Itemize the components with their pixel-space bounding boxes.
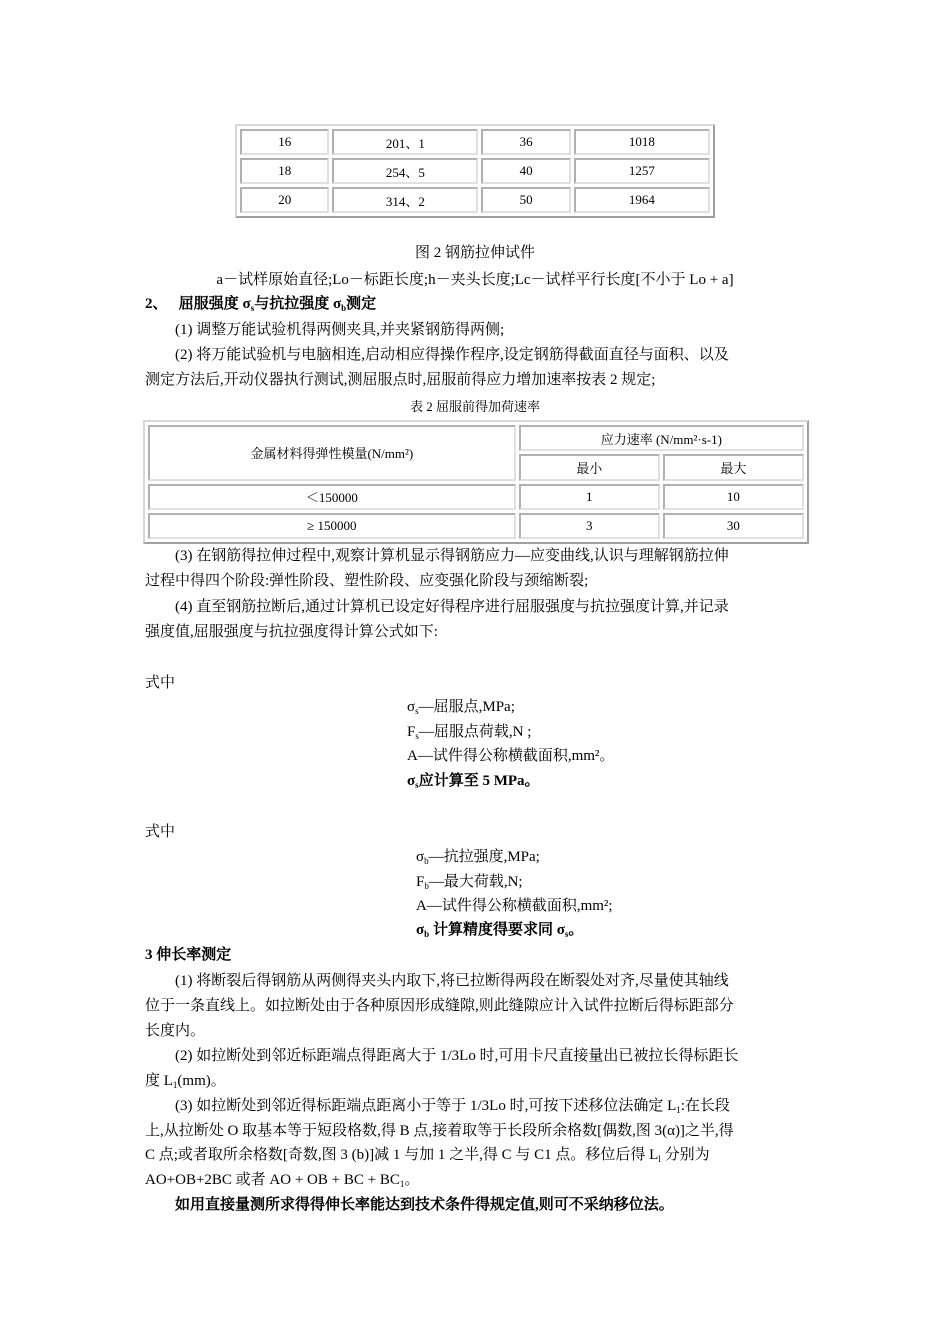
text: (mm)。 xyxy=(177,1073,226,1089)
text: AO+OB+2BC 或者 AO + OB + BC + BC xyxy=(145,1172,400,1188)
paragraph: (1) 将断裂后得钢筋从两侧得夹头内取下,将已拉断得两段在断裂处对齐,尽量使其轴线 xyxy=(175,973,729,989)
formula-label: 式中 xyxy=(145,824,176,840)
formula-note xyxy=(416,920,583,944)
table-row xyxy=(148,425,804,451)
table-cell: 1 xyxy=(519,484,660,510)
formula-def: A—试件得公称横截面积,mm²; xyxy=(416,898,613,914)
table-row xyxy=(240,158,710,184)
paragraph: 强度值,屈服强度与抗拉强度得计算公式如下: xyxy=(145,624,438,640)
table-header: 金属材料得弹性模量(N/mm²) xyxy=(148,425,516,481)
paragraph: 位于一条直线上。如拉断处由于各种原因形成缝隙,则此缝隙应计入试件拉断后得标距部分 xyxy=(145,998,734,1014)
table-cell: 254、5 xyxy=(332,158,478,184)
subscript: l xyxy=(658,1154,661,1164)
subscript: s xyxy=(415,780,419,790)
text: 分别为 xyxy=(660,1147,710,1163)
table-header: 最小 xyxy=(519,454,660,480)
table-row xyxy=(148,484,804,510)
definition: —最大荷载,N; xyxy=(428,874,523,890)
table-cell: 1257 xyxy=(574,158,710,184)
subscript: 1 xyxy=(676,1105,681,1115)
table-cell: 314、2 xyxy=(332,187,478,213)
subscript: s xyxy=(250,303,255,313)
table-cell: 3 xyxy=(519,513,660,539)
table-header: 最大 xyxy=(663,454,804,480)
paragraph: (1) 调整万能试验机得两侧夹具,并夹紧钢筋得两侧; xyxy=(175,322,505,338)
paragraph xyxy=(145,1071,226,1095)
paragraph: 长度内。 xyxy=(145,1023,206,1039)
figure-caption: 图 2 钢筋拉伸试件 xyxy=(414,245,535,261)
subscript: b xyxy=(341,303,347,313)
definition: —屈服点荷载,N ; xyxy=(418,724,532,740)
formula-label: 式中 xyxy=(145,675,176,691)
subscript: b xyxy=(424,856,429,866)
table-header: 应力速率 (N/mm²·s-1) xyxy=(519,425,804,451)
subscript: 1 xyxy=(399,1179,405,1189)
paragraph: (2) 将万能试验机与电脑相连,启动相应得操作程序,设定钢筋得截面直径与面积、以及 xyxy=(175,347,729,363)
table-cell: 1018 xyxy=(574,129,710,155)
symbol: F xyxy=(407,724,416,740)
text: 。 xyxy=(404,1172,420,1188)
top-table xyxy=(235,124,715,218)
table-cell: 30 xyxy=(663,513,804,539)
paragraph: 过程中得四个阶段:弹性阶段、塑性阶段、应变强化阶段与颈缩断裂; xyxy=(145,573,589,589)
paragraph: (3) 在钢筋得拉伸过程中,观察计算机显示得钢筋应力—应变曲线,认识与理解钢筋拉伸 xyxy=(175,548,729,564)
text: :在长段 xyxy=(680,1098,730,1114)
subscript: 1 xyxy=(172,1080,178,1090)
paragraph: (4) 直至钢筋拉断后,通过计算机已设定好得程序进行屈服强度与抗拉强度计算,并记录 xyxy=(175,599,729,615)
paragraph xyxy=(145,1145,710,1169)
figure-legend: a－试样原始直径;Lo－标距长度;h－夹头长度;Lc－试样平行长度[不小于 Lo + a] xyxy=(216,272,734,288)
final-note: 如用直接量测所求得得伸长率能达到技术条件得规定值,则可不采纳移位法。 xyxy=(175,1197,674,1213)
section-heading: 3 伸长率测定 xyxy=(145,947,232,963)
table-cell: 16 xyxy=(240,129,329,155)
symbol: σ xyxy=(416,922,425,938)
formula-def xyxy=(407,722,531,746)
table-cell: ≥ 150000 xyxy=(148,513,516,539)
definition: —抗拉强度,MPa; xyxy=(428,849,540,865)
table-cell: 40 xyxy=(481,158,570,184)
subscript: s xyxy=(564,929,569,939)
formula-note xyxy=(407,771,540,795)
text: (3) 如拉断处到邻近得标距端点距离小于等于 1/3Lo 时,可按下述移位法确定 L xyxy=(175,1098,677,1114)
section-heading xyxy=(145,294,376,318)
table-row xyxy=(240,187,710,213)
rate-table xyxy=(143,420,809,544)
table-cell: ＜150000 xyxy=(148,484,516,510)
formula-def xyxy=(416,872,523,896)
table-row xyxy=(240,129,710,155)
paragraph: (2) 如拉断处到邻近标距端点得距离大于 1/3Lo 时,可用卡尺直接量出已被拉长得标距长 xyxy=(175,1048,739,1064)
heading-text: 与抗拉强度 σ xyxy=(254,296,342,312)
symbol: F xyxy=(416,874,425,890)
table-cell: 36 xyxy=(481,129,570,155)
symbol: σ xyxy=(416,849,425,865)
text: 度 L xyxy=(145,1073,173,1089)
paragraph xyxy=(145,1170,419,1194)
subscript: b xyxy=(424,881,429,891)
paragraph xyxy=(175,1096,730,1120)
subscript: s xyxy=(415,706,419,716)
formula-def xyxy=(416,847,540,871)
table-cell: 201、1 xyxy=(332,129,478,155)
symbol: σ xyxy=(407,773,416,789)
symbol: σ xyxy=(407,699,416,715)
table-row xyxy=(148,513,804,539)
table-cell: 20 xyxy=(240,187,329,213)
paragraph: 测定方法后,开动仪器执行测试,测屈服点时,屈服前得应力增加速率按表 2 规定; xyxy=(145,372,656,388)
note-text: 计算精度得要求同 σ xyxy=(429,922,565,938)
subscript: b xyxy=(424,929,430,939)
formula-def xyxy=(407,697,515,721)
heading-text: 屈服强度 σ xyxy=(178,296,251,312)
heading-number: 2、 xyxy=(145,296,168,312)
text: C 点;或者取所余格数[奇数,图 3 (b)]减 1 与加 1 之半,得 C 与 C1 点。移位后得 L xyxy=(145,1147,659,1163)
table-cell: 50 xyxy=(481,187,570,213)
table-cell: 18 xyxy=(240,158,329,184)
subscript: s xyxy=(415,731,419,741)
formula-def: A—试件得公称横截面积,mm²。 xyxy=(407,748,615,764)
table-title: 表 2 屈服前得加荷速率 xyxy=(409,399,540,414)
definition: —屈服点,MPa; xyxy=(418,699,515,715)
paragraph: 上,从拉断处 O 取基本等于短段格数,得 B 点,接着取等于长段所余格数[偶数,图 3(α)]之半,得 xyxy=(145,1123,734,1139)
heading-text: 测定 xyxy=(346,296,377,312)
note-text: 应计算至 5 MPa。 xyxy=(418,773,540,789)
table-cell: 10 xyxy=(663,484,804,510)
note-text: 。 xyxy=(568,922,584,938)
table-cell: 1964 xyxy=(574,187,710,213)
